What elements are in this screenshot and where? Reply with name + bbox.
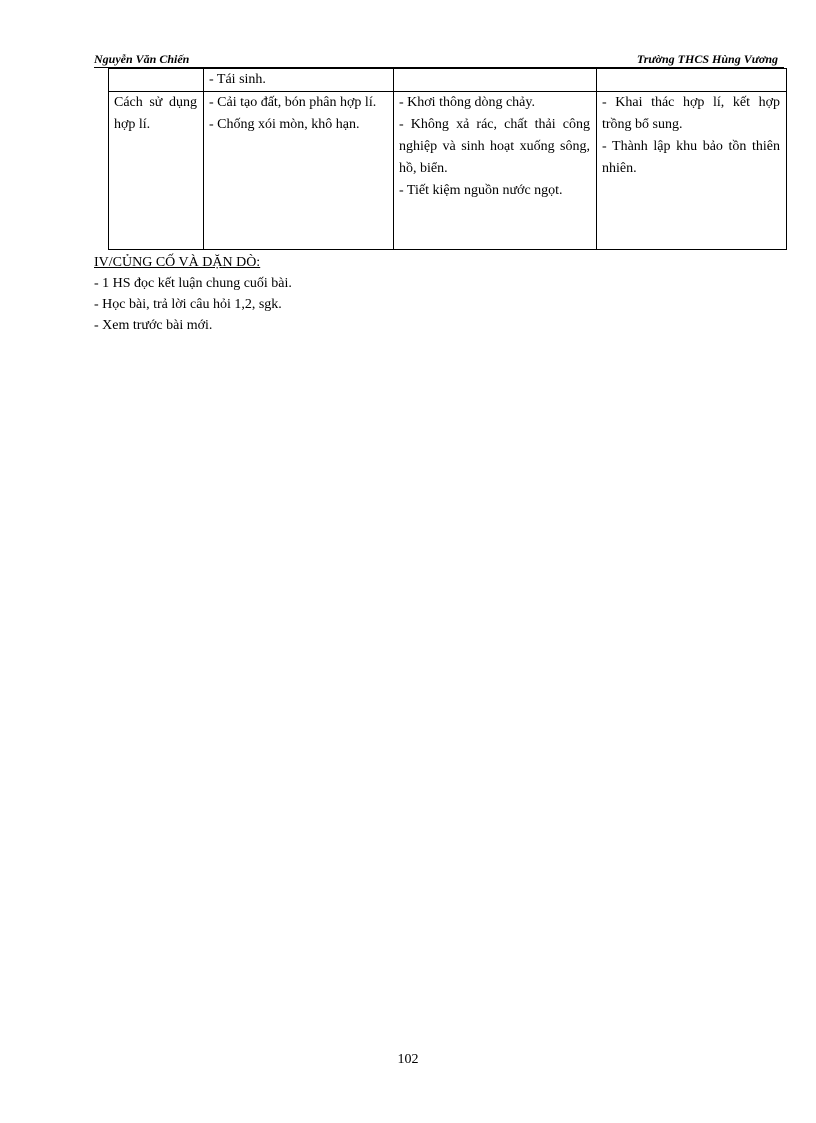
row-label: Cách sử dụng hợp lí.: [109, 92, 204, 250]
section-title: IV/CỦNG CỐ VÀ DẶN DÒ:: [94, 255, 261, 270]
cell-line: - Khơi thông dòng chảy.: [399, 95, 535, 110]
table-row: [109, 69, 787, 92]
header-school: Trường THCS Hùng Vương: [636, 52, 778, 66]
table-cell: - Tái sinh.: [204, 69, 394, 92]
page-number: 102: [397, 1052, 419, 1067]
list-item: - 1 HS đọc kết luận chung cuối bài.: [94, 276, 292, 291]
table-cell: [394, 69, 597, 92]
table-cell: [597, 92, 787, 250]
cell-line: - Không xả rác, chất thải công nghiệp và sinh hoạt xuống sông, hồ, biển.: [399, 117, 590, 176]
table-cell: [394, 92, 597, 250]
list-item: - Xem trước bài mới.: [94, 318, 213, 333]
review-section: [94, 252, 292, 336]
table-cell: [109, 69, 204, 92]
cell-line: - Tiết kiệm nguồn nước ngọt.: [399, 183, 563, 198]
cell-line: - Thành lập khu bảo tồn thiên nhiên.: [602, 139, 780, 176]
page-header: [94, 52, 784, 68]
table-cell: [597, 69, 787, 92]
header-author: Nguyễn Văn Chiến: [94, 52, 190, 66]
content-table: [108, 68, 787, 250]
table-row: [109, 92, 787, 250]
cell-line: - Khai thác hợp lí, kết hợp trồng bổ sung.: [602, 95, 780, 132]
list-item: - Học bài, trả lời câu hỏi 1,2, sgk.: [94, 297, 282, 312]
cell-line: - Cải tạo đất, bón phân hợp lí.: [209, 95, 377, 110]
table-cell: [204, 92, 394, 250]
cell-line: - Chống xói mòn, khô hạn.: [209, 117, 360, 132]
